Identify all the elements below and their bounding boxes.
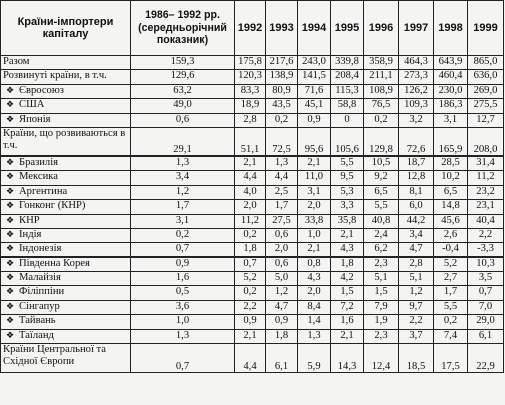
cell-year-value: 4,4 [266,171,298,185]
cell-year-value: 1,3 [266,156,298,170]
cell-year-value: 5,9 [298,344,331,373]
row-country-name [1,243,131,257]
cell-year-value: 2,8 [399,257,434,271]
row-country-name [1,300,131,314]
cell-year-value: 6,1 [468,329,504,343]
cell-year-value: 230,0 [434,84,468,98]
row-country-name [1,344,131,373]
cell-year-value: 17,5 [434,344,468,373]
cell-year-value: 4,3 [298,272,331,286]
cell-base-period: 1,0 [131,315,235,329]
header-year: 1994 [298,1,331,56]
cell-year-value: 45,6 [434,214,468,228]
cell-year-value: 27,5 [266,214,298,228]
cell-year-value: 120,3 [235,70,266,84]
table-row [1,272,504,286]
cell-year-value: 1,5 [331,286,364,300]
row-country-name [1,70,131,84]
cell-year-value: 58,8 [331,99,364,113]
row-label: Таїланд [19,329,54,341]
row-country-name [1,185,131,199]
cell-base-period: 1,2 [131,185,235,199]
table-row [1,286,504,300]
bullet-icon: ❖ [5,186,15,197]
cell-year-value: 1,7 [434,286,468,300]
cell-year-value: 1,9 [364,315,399,329]
row-label: Тайвань [19,315,56,327]
row-label: КНР [19,214,40,226]
bullet-icon: ❖ [5,273,15,284]
bullet-icon: ❖ [5,201,15,212]
cell-base-period: 1,7 [131,200,235,214]
cell-base-period: 3,6 [131,300,235,314]
cell-base-period: 49,0 [131,99,235,113]
row-country-name [1,228,131,242]
cell-year-value: 0,9 [235,315,266,329]
cell-year-value: 1,6 [331,315,364,329]
cell-year-value: 0,2 [266,113,298,127]
cell-year-value: 0 [331,113,364,127]
cell-year-value: 8,1 [399,185,434,199]
cell-year-value: 44,2 [399,214,434,228]
cell-year-value: 12,4 [364,344,399,373]
table-row [1,214,504,228]
bullet-icon: ❖ [5,244,15,255]
bullet-icon: ❖ [5,330,15,341]
cell-year-value: 126,2 [399,84,434,98]
cell-year-value: 165,9 [434,127,468,156]
table-row [1,228,504,242]
cell-year-value: 1,4 [298,315,331,329]
cell-year-value: 5,5 [364,200,399,214]
cell-year-value: 5,5 [434,300,468,314]
header-country: Країни-імпортери капіталу [1,1,131,56]
cell-year-value: 23,2 [468,185,504,199]
cell-year-value: 3,5 [468,272,504,286]
cell-year-value: 29,0 [468,315,504,329]
cell-year-value: 6,5 [434,185,468,199]
cell-year-value: 2,2 [399,315,434,329]
cell-year-value: 8,4 [298,300,331,314]
table-row [1,70,504,84]
cell-year-value: 129,8 [364,127,399,156]
row-label: Сінгапур [19,300,60,312]
row-label: Південна Корея [19,258,90,270]
cell-year-value: 109,3 [399,99,434,113]
cell-year-value: 0,7 [468,286,504,300]
cell-year-value: 141,5 [298,70,331,84]
cell-base-period: 129,6 [131,70,235,84]
bullet-icon: ❖ [5,229,15,240]
table-row [1,113,504,127]
table-row [1,171,504,185]
cell-year-value: 40,8 [364,214,399,228]
cell-year-value: 1,7 [266,200,298,214]
cell-year-value: 2,4 [364,228,399,242]
cell-year-value: 7,0 [468,300,504,314]
cell-year-value: 208,0 [468,127,504,156]
cell-year-value: 0,8 [298,257,331,271]
cell-base-period: 0,2 [131,228,235,242]
cell-year-value: 5,0 [266,272,298,286]
cell-year-value: 208,4 [331,70,364,84]
cell-year-value: 865,0 [468,56,504,70]
cell-year-value: 2,0 [298,286,331,300]
table-row [1,56,504,70]
cell-year-value: 11,2 [468,171,504,185]
cell-year-value: 0,7 [235,257,266,271]
cell-year-value: 2,1 [235,156,266,170]
cell-year-value: 18,9 [235,99,266,113]
cell-year-value: 12,8 [399,171,434,185]
cell-base-period: 1,3 [131,156,235,170]
cell-year-value: 5,1 [364,272,399,286]
table-row [1,185,504,199]
header-year: 1993 [266,1,298,56]
cell-year-value: 339,8 [331,56,364,70]
cell-year-value: 1,8 [266,329,298,343]
cell-year-value: 71,6 [298,84,331,98]
table-row [1,344,504,373]
row-country-name [1,56,131,70]
cell-year-value: 14,3 [331,344,364,373]
row-country-name [1,84,131,98]
cell-year-value: 4,3 [331,243,364,257]
cell-year-value: 6,5 [364,185,399,199]
bullet-icon: ❖ [5,259,15,270]
row-label: США [19,99,45,111]
bullet-icon: ❖ [5,215,15,226]
row-country-name [1,171,131,185]
cell-year-value: 2,2 [468,228,504,242]
cell-year-value: 10,5 [364,156,399,170]
cell-year-value: 9,5 [331,171,364,185]
header-year: 1997 [399,1,434,56]
header-row [1,1,504,56]
row-country-name [1,127,131,156]
cell-base-period: 3,1 [131,214,235,228]
cell-year-value: 6,2 [364,243,399,257]
bullet-icon: ❖ [5,100,15,111]
cell-year-value: 4,7 [266,300,298,314]
cell-year-value: 33,8 [298,214,331,228]
cell-year-value: 1,3 [298,329,331,343]
cell-year-value: 243,0 [298,56,331,70]
cell-year-value: 0,2 [235,228,266,242]
cell-year-value: 0,9 [266,315,298,329]
cell-year-value: 2,1 [235,329,266,343]
cell-year-value: 643,9 [434,56,468,70]
row-label: Країни Центральної та Східної Європи [3,344,107,367]
cell-year-value: 3,1 [298,185,331,199]
row-label: Малайзія [19,272,61,284]
cell-year-value: 80,9 [266,84,298,98]
cell-base-period: 63,2 [131,84,235,98]
row-country-name [1,156,131,170]
bullet-icon: ❖ [5,114,15,125]
cell-year-value: 31,4 [468,156,504,170]
cell-year-value: 1,2 [399,286,434,300]
cell-year-value: 0,9 [298,113,331,127]
cell-year-value: 12,7 [468,113,504,127]
cell-base-period: 0,7 [131,344,235,373]
cell-base-period: 29,1 [131,127,235,156]
cell-year-value: 186,3 [434,99,468,113]
row-country-name [1,315,131,329]
table-body [1,56,504,373]
cell-base-period: 0,6 [131,113,235,127]
cell-year-value: 108,9 [364,84,399,98]
cell-year-value: 4,0 [235,185,266,199]
cell-year-value: 45,1 [298,99,331,113]
row-country-name [1,272,131,286]
row-label: Індонезія [19,243,62,255]
cell-year-value: 2,0 [298,200,331,214]
table-row [1,200,504,214]
row-label: Разом [3,56,30,67]
cell-base-period: 0,7 [131,243,235,257]
cell-year-value: 138,9 [266,70,298,84]
cell-year-value: 18,7 [399,156,434,170]
cell-year-value: 2,3 [364,329,399,343]
cell-base-period: 0,5 [131,286,235,300]
cell-year-value: 0,2 [235,286,266,300]
cell-year-value: 5,2 [434,257,468,271]
cell-year-value: 217,6 [266,56,298,70]
row-country-name [1,286,131,300]
table-row [1,329,504,343]
cell-year-value: 2,2 [235,300,266,314]
bullet-icon: ❖ [5,172,15,183]
bullet-icon: ❖ [5,287,15,298]
cell-year-value: 76,5 [364,99,399,113]
cell-year-value: 23,1 [468,200,504,214]
cell-year-value: 14,8 [434,200,468,214]
row-country-name [1,99,131,113]
cell-year-value: 1,2 [266,286,298,300]
row-label: Японія [19,113,51,125]
cell-year-value: 7,4 [434,329,468,343]
header-year: 1998 [434,1,468,56]
row-label: Аргентина [19,185,68,197]
cell-year-value: 2,6 [434,228,468,242]
header-year: 1992 [235,1,266,56]
cell-year-value: 3,3 [331,200,364,214]
header-base-period: 1986– 1992 рр. (середньорічний показник) [131,1,235,56]
header-year: 1995 [331,1,364,56]
table-row [1,127,504,156]
cell-year-value: 1,8 [235,243,266,257]
cell-year-value: 211,1 [364,70,399,84]
cell-year-value: 115,3 [331,84,364,98]
cell-year-value: 28,5 [434,156,468,170]
cell-year-value: 10,3 [468,257,504,271]
table-row [1,300,504,314]
row-country-name [1,200,131,214]
cell-year-value: 4,4 [235,344,266,373]
cell-year-value: 6,0 [399,200,434,214]
cell-year-value: 636,0 [468,70,504,84]
cell-year-value: 2,1 [331,329,364,343]
row-label: Країни, що розвиваються в т.ч. [3,127,126,151]
cell-year-value: 9,2 [364,171,399,185]
cell-year-value: 11,2 [235,214,266,228]
cell-year-value: 273,3 [399,70,434,84]
cell-year-value: 40,4 [468,214,504,228]
cell-year-value: 2,0 [235,200,266,214]
bullet-icon: ❖ [5,301,15,312]
cell-year-value: 275,5 [468,99,504,113]
cell-year-value: 0,6 [266,257,298,271]
cell-year-value: -0,4 [434,243,468,257]
cell-year-value: 2,1 [298,156,331,170]
row-country-name [1,329,131,343]
cell-year-value: 51,1 [235,127,266,156]
cell-year-value: 269,0 [468,84,504,98]
cell-year-value: 3,4 [399,228,434,242]
row-country-name [1,214,131,228]
row-label: Індія [19,228,42,240]
cell-year-value: 1,8 [331,257,364,271]
cell-base-period: 1,3 [131,329,235,343]
cell-year-value: 5,1 [399,272,434,286]
row-country-name [1,257,131,271]
cell-year-value: 460,4 [434,70,468,84]
cell-year-value: 22,9 [468,344,504,373]
cell-year-value: 3,2 [399,113,434,127]
cell-year-value: 72,5 [266,127,298,156]
cell-year-value: 1,5 [364,286,399,300]
bullet-icon: ❖ [5,158,15,169]
cell-year-value: 5,2 [235,272,266,286]
cell-year-value: 5,3 [331,185,364,199]
row-label: Гонконг (КНР) [19,200,86,212]
cell-year-value: 105,6 [331,127,364,156]
cell-base-period: 1,6 [131,272,235,286]
cell-base-period: 0,9 [131,257,235,271]
table-row [1,84,504,98]
cell-year-value: 9,7 [399,300,434,314]
cell-year-value: 0,2 [434,315,468,329]
cell-year-value: 18,5 [399,344,434,373]
cell-year-value: 3,1 [434,113,468,127]
cell-year-value: 7,9 [364,300,399,314]
cell-year-value: 11,0 [298,171,331,185]
cell-year-value: -3,3 [468,243,504,257]
cell-year-value: 6,1 [266,344,298,373]
bullet-icon: ❖ [5,85,15,96]
header-year: 1999 [468,1,504,56]
row-label: Мексика [19,171,58,183]
cell-year-value: 2,1 [331,228,364,242]
cell-year-value: 10,2 [434,171,468,185]
row-label: Євросоюз [19,84,64,96]
cell-year-value: 2,0 [266,243,298,257]
cell-year-value: 43,5 [266,99,298,113]
cell-year-value: 7,2 [331,300,364,314]
cell-year-value: 0,6 [266,228,298,242]
row-label: Бразилія [19,157,59,169]
cell-year-value: 175,8 [235,56,266,70]
row-label: Розвинуті країни, в т.ч. [3,70,107,82]
cell-year-value: 0,2 [364,113,399,127]
cell-year-value: 83,3 [235,84,266,98]
cell-year-value: 3,7 [399,329,434,343]
cell-year-value: 2,3 [364,257,399,271]
cell-year-value: 95,6 [298,127,331,156]
table-row [1,99,504,113]
cell-year-value: 4,2 [331,272,364,286]
cell-year-value: 35,8 [331,214,364,228]
cell-year-value: 72,6 [399,127,434,156]
table-row [1,315,504,329]
cell-year-value: 2,8 [235,113,266,127]
cell-base-period: 3,4 [131,171,235,185]
cell-base-period: 159,3 [131,56,235,70]
table-row [1,243,504,257]
row-label: Філіппіни [19,286,65,298]
bullet-icon: ❖ [5,316,15,327]
cell-year-value: 464,3 [399,56,434,70]
cell-year-value: 2,7 [434,272,468,286]
cell-year-value: 2,5 [266,185,298,199]
row-country-name [1,113,131,127]
cell-year-value: 5,5 [331,156,364,170]
cell-year-value: 358,9 [364,56,399,70]
table-row [1,156,504,170]
cell-year-value: 4,7 [399,243,434,257]
cell-year-value: 1,0 [298,228,331,242]
header-year: 1996 [364,1,399,56]
table-row [1,257,504,271]
cell-year-value: 4,4 [235,171,266,185]
cell-year-value: 2,1 [298,243,331,257]
